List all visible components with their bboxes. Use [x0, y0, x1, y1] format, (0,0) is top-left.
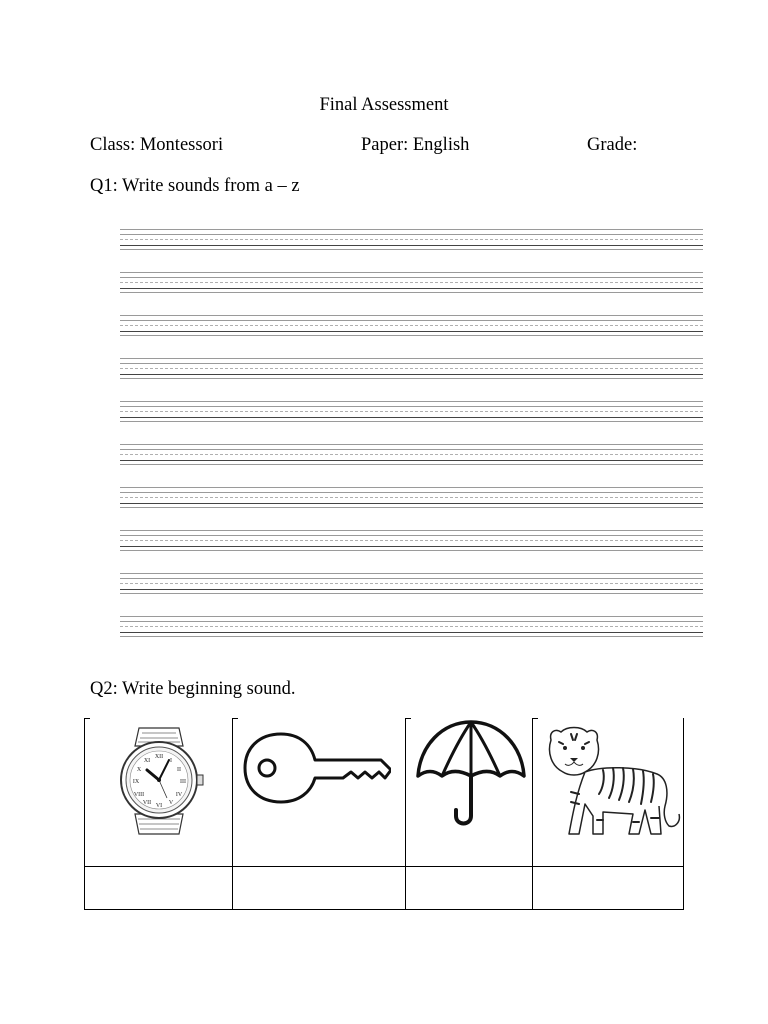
svg-text:V: V	[168, 800, 174, 806]
table-border	[683, 718, 684, 910]
writing-guide-line	[120, 411, 703, 412]
writing-line-group[interactable]	[120, 573, 703, 595]
writing-guide-line	[120, 636, 703, 637]
writing-guide-line	[120, 497, 703, 498]
writing-guide-line	[120, 530, 703, 531]
picture-cell-tiger	[533, 718, 683, 866]
writing-guide-line	[120, 503, 703, 504]
writing-line-group[interactable]	[120, 616, 703, 638]
writing-guide-line	[120, 234, 703, 235]
svg-text:VI: VI	[155, 803, 163, 809]
umbrella-icon	[414, 718, 528, 832]
writing-guide-line	[120, 288, 703, 289]
writing-guide-line	[120, 550, 703, 551]
svg-text:IX: IX	[132, 779, 140, 785]
writing-guide-line	[120, 535, 703, 536]
writing-line-group[interactable]	[120, 229, 703, 251]
writing-guide-line	[120, 449, 703, 450]
writing-guide-line	[120, 249, 703, 250]
writing-guide-line	[120, 626, 703, 627]
writing-guide-line	[120, 540, 703, 541]
writing-line-group[interactable]	[120, 358, 703, 380]
paper-label: Paper: English	[361, 135, 470, 155]
beginning-sound-table	[84, 718, 684, 910]
writing-guide-line	[120, 460, 703, 461]
writing-guide-line	[120, 464, 703, 465]
writing-guide-line	[120, 621, 703, 622]
writing-guide-line	[120, 292, 703, 293]
svg-text:XII: XII	[154, 754, 164, 760]
svg-text:XI: XI	[143, 758, 151, 764]
writing-guide-line	[120, 315, 703, 316]
table-bottom-border	[84, 909, 684, 910]
writing-guide-line	[120, 378, 703, 379]
writing-guide-line	[120, 358, 703, 359]
writing-guide-line	[120, 487, 703, 488]
svg-text:X: X	[136, 767, 142, 773]
svg-text:I: I	[170, 758, 172, 764]
picture-cell-key	[233, 718, 405, 866]
grade-label: Grade:	[587, 135, 638, 155]
writing-guide-line	[120, 363, 703, 364]
svg-text:III: III	[180, 779, 186, 785]
writing-guide-line	[120, 277, 703, 278]
writing-line-group[interactable]	[120, 530, 703, 552]
writing-guide-line	[120, 546, 703, 547]
writing-guide-line	[120, 454, 703, 455]
writing-guide-line	[120, 335, 703, 336]
writing-guide-line	[120, 229, 703, 230]
writing-guide-line	[120, 406, 703, 407]
watch-icon	[109, 720, 209, 840]
writing-guide-line	[120, 492, 703, 493]
writing-line-group[interactable]	[120, 444, 703, 466]
svg-text:IV: IV	[175, 792, 183, 798]
writing-guide-line	[120, 593, 703, 594]
svg-text:VIII: VIII	[133, 792, 145, 798]
question-2: Q2: Write beginning sound.	[90, 679, 296, 699]
writing-guide-line	[120, 374, 703, 375]
writing-guide-line	[120, 616, 703, 617]
page-title: Final Assessment	[319, 95, 449, 115]
writing-guide-line	[120, 325, 703, 326]
writing-guide-line	[120, 272, 703, 273]
writing-guide-line	[120, 417, 703, 418]
writing-line-group[interactable]	[120, 401, 703, 423]
answer-cell-tiger[interactable]	[533, 867, 683, 909]
writing-guide-line	[120, 507, 703, 508]
writing-guide-line	[120, 320, 703, 321]
picture-cell-umbrella	[406, 718, 532, 866]
writing-guide-line	[120, 239, 703, 240]
writing-guide-line	[120, 583, 703, 584]
writing-guide-line	[120, 421, 703, 422]
writing-line-group[interactable]	[120, 487, 703, 509]
class-label: Class: Montessori	[90, 135, 224, 155]
answer-cell-watch[interactable]	[85, 867, 232, 909]
writing-guide-line	[120, 444, 703, 445]
writing-line-group[interactable]	[120, 272, 703, 294]
question-1: Q1: Write sounds from a – z	[90, 176, 300, 196]
answer-cell-umbrella[interactable]	[406, 867, 532, 909]
picture-cell-watch	[85, 718, 232, 866]
key-icon	[241, 726, 391, 806]
answer-cell-key[interactable]	[233, 867, 405, 909]
writing-guide-line	[120, 589, 703, 590]
writing-guide-line	[120, 573, 703, 574]
tiger-icon	[541, 722, 683, 846]
writing-guide-line	[120, 578, 703, 579]
writing-guide-line	[120, 632, 703, 633]
writing-guide-line	[120, 401, 703, 402]
writing-guide-line	[120, 368, 703, 369]
svg-text:VII: VII	[142, 800, 152, 806]
writing-guide-line	[120, 245, 703, 246]
writing-guide-line	[120, 331, 703, 332]
writing-line-group[interactable]	[120, 315, 703, 337]
handwriting-lines	[120, 225, 703, 645]
writing-guide-line	[120, 282, 703, 283]
svg-text:II: II	[177, 767, 181, 773]
